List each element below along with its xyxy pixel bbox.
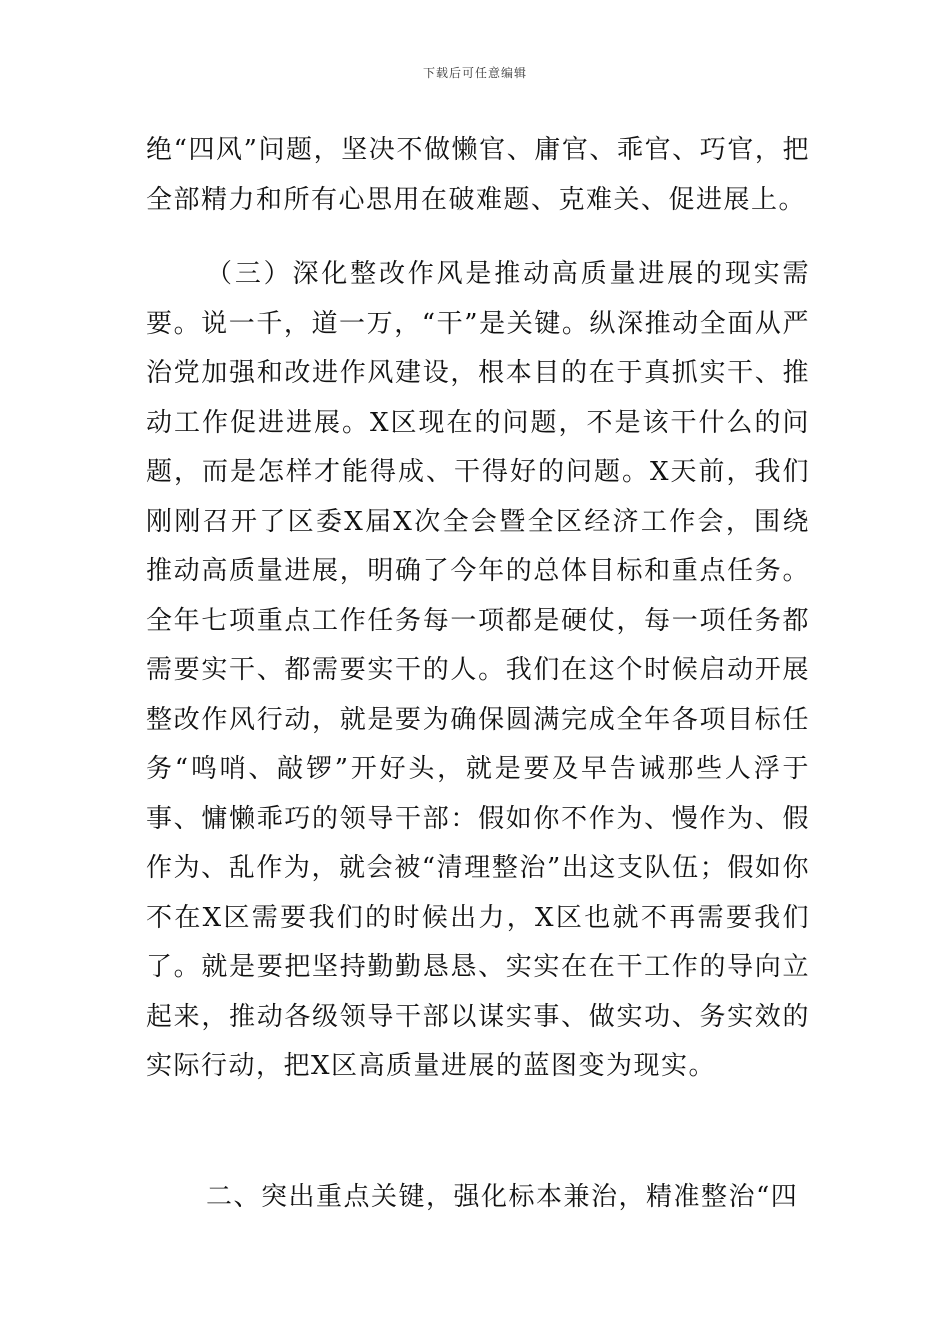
paragraph-2: （三）深化整改作风是推动高质量进展的现实需要。说一千，道一万，“干”是关键。纵深推动全面从严治党加强和改进作风建设，根本目的在于真抓实干、推动工作促进进展。X区现在的问题，不是该干什么的问题，而是怎样才能得成、干得好的问题。X天前，我们刚刚召开了区委X届X次全会暨全区经济工作会，围绕推动高质量进展，明确了今年的总体目标和重点任务。全年七项重点工作任务每一项都是硬仗，每一项任务都需要实干、都需要实干的人。我们在这个时候启动开展整改作风行动，就是要为确保圆满完成全年各项目标任务“鸣哨、敲锣”开好头，就是要及早告诫那些人浮于事、慵懒乖巧的领导干部：假如你不作为、慢作为、假作为、乱作为，就会被“清理整治”出这支队伍；假如你不在X区需要我们的时候出力，X区也就不再需要我们了。就是要把坚持勤勤恳恳、实实在在干工作的导向立起来，推动各级领导干部以谋实事、做实功、务实效的实际行动，把X区高质量进展的蓝图变为现实。 (146, 259, 810, 1081)
page-header: 下载后可任意编辑 (422, 66, 527, 80)
paragraph-1: 绝“四风”问题，坚决不做懒官、庸官、乖官、巧官，把全部精力和所有心思用在破难题、克难关、促进展上。 (146, 135, 810, 215)
section-heading-2: 二、突出重点关键，强化标本兼治，精准整治“四 (206, 1182, 799, 1212)
